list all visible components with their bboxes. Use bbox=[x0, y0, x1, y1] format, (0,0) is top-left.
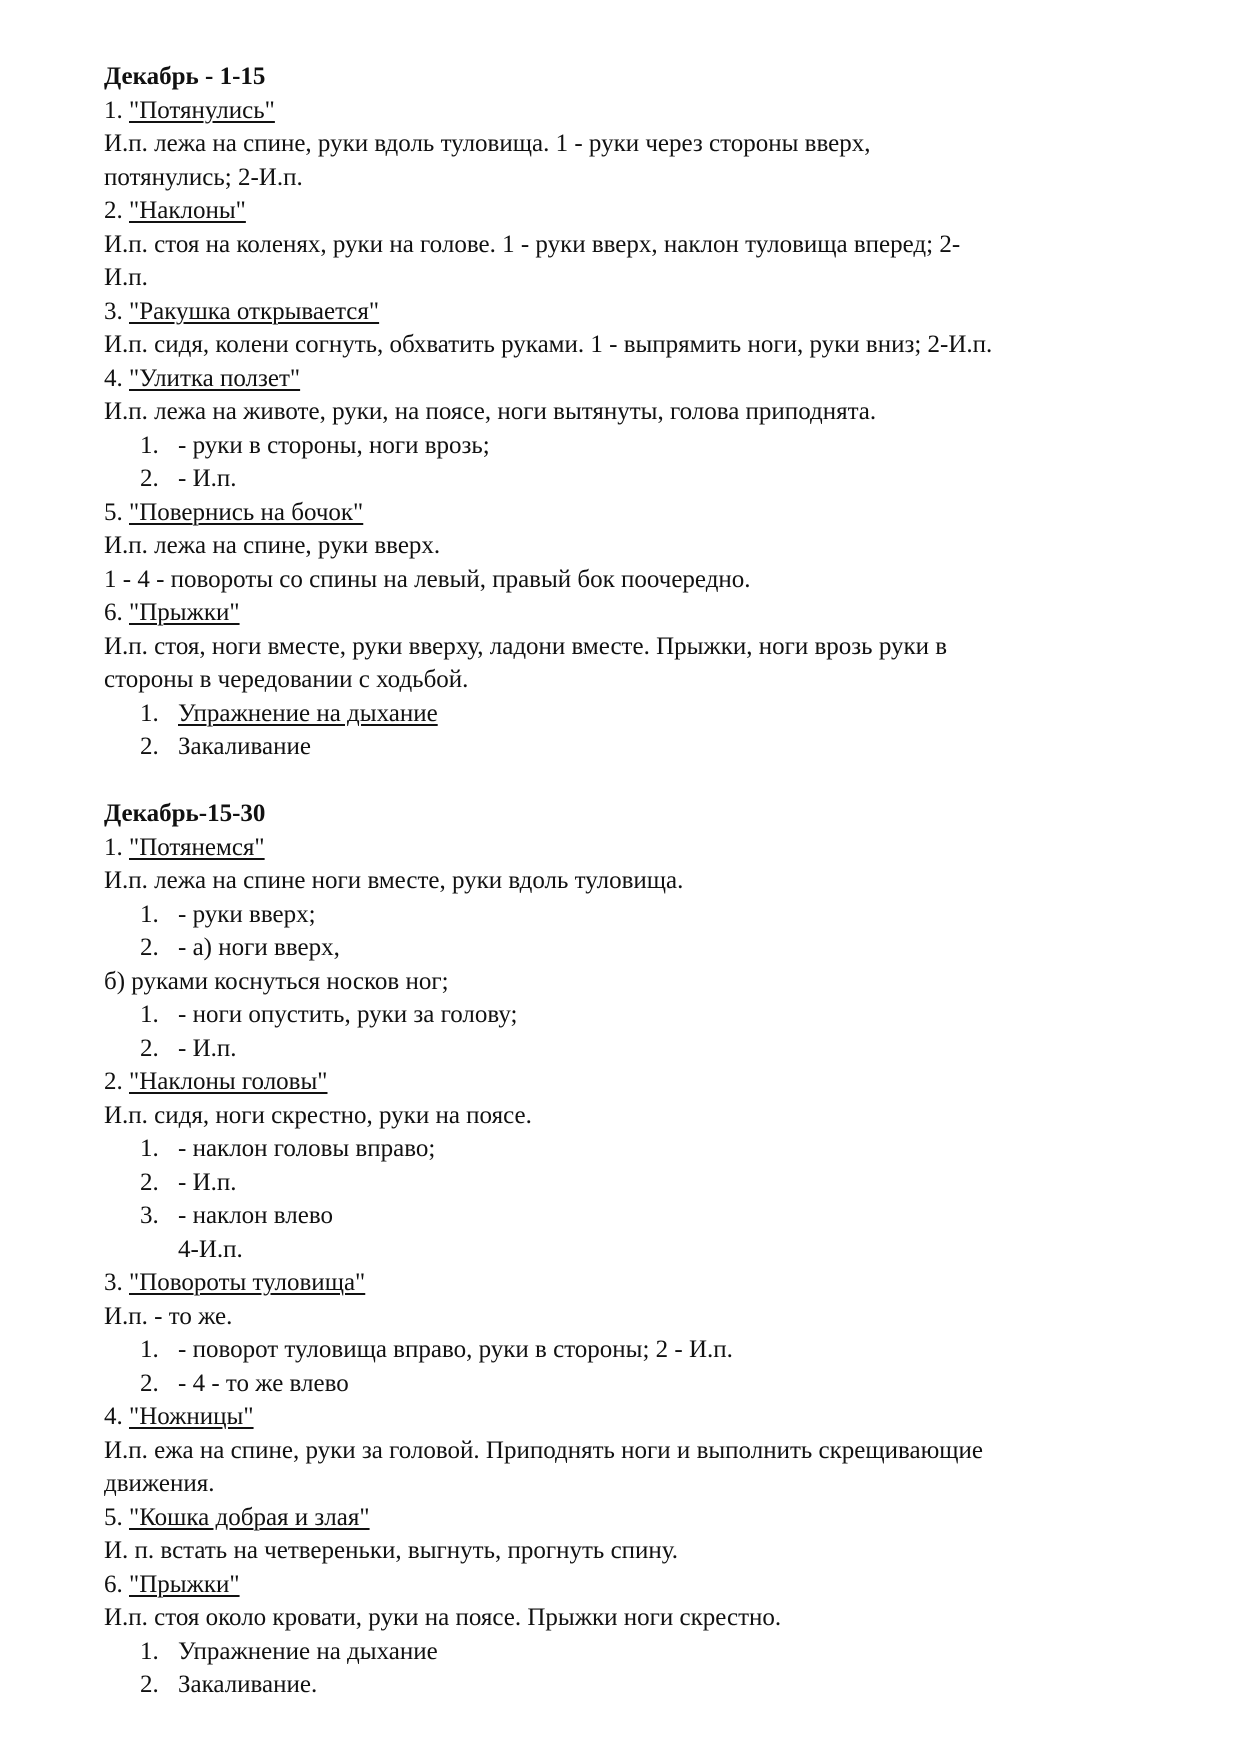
exercise-number: 1. bbox=[104, 96, 129, 124]
exercise-title-line bbox=[104, 831, 1184, 865]
list-item bbox=[104, 898, 1184, 932]
exercise-number: 4. bbox=[104, 364, 129, 392]
exercise-title: "Прыжки" bbox=[129, 599, 240, 626]
exercise-number: 3. bbox=[104, 1269, 129, 1296]
list-text: - И.п. bbox=[178, 1034, 237, 1062]
document-page bbox=[104, 60, 1184, 1702]
list-number: 2. bbox=[140, 1034, 159, 1062]
list-number: 1. bbox=[140, 1637, 159, 1665]
exercise-description: И.п. лежа на спине ноги вместе, руки вдоль туловища. bbox=[104, 867, 684, 894]
list-item bbox=[104, 1132, 1184, 1166]
exercise-title: "Повороты туловища" bbox=[129, 1269, 366, 1296]
list-text: Упражнение на дыхание bbox=[178, 1637, 438, 1665]
exercise-title: "Потянулись" bbox=[129, 96, 275, 124]
exercise-number: 5. bbox=[104, 498, 129, 526]
exercise-description: И.п. лежа на животе, руки, на поясе, ноги вытянуты, голова приподнята. bbox=[104, 398, 877, 425]
list-text: - руки в стороны, ноги врозь; bbox=[178, 431, 490, 459]
list-item bbox=[104, 1166, 1184, 1200]
exercise-number: 2. bbox=[104, 1068, 129, 1095]
list-text: - наклон головы вправо; bbox=[178, 1135, 436, 1162]
list-text: - ноги опустить, руки за голову; bbox=[178, 1001, 518, 1028]
exercise-number: 5. bbox=[104, 1503, 129, 1531]
exercise-title-line bbox=[104, 596, 1184, 630]
exercise-title-line bbox=[104, 362, 1184, 396]
list-number: 2. bbox=[140, 465, 159, 492]
list-number: 2. bbox=[140, 1671, 159, 1698]
exercise-description: И.п. лежа на спине, руки вдоль туловища. 1 - руки через стороны вверх, bbox=[104, 130, 871, 157]
exercise-title-line bbox=[104, 1266, 1184, 1300]
list-number: 2. bbox=[140, 934, 159, 961]
list-number: 2. bbox=[140, 1369, 159, 1397]
list-text: - И.п. bbox=[178, 465, 237, 492]
exercise-description: потянулись; 2-И.п. bbox=[104, 163, 303, 191]
exercise-description: И.п. ежа на спине, руки за головой. Приподнять ноги и выполнить скрещивающие bbox=[104, 1436, 983, 1464]
list-number: 1. bbox=[140, 1001, 159, 1028]
list-number: 2. bbox=[140, 733, 159, 760]
exercise-description: И.п. стоя на коленях, руки на голове. 1 - руки вверх, наклон туловища вперед; 2- bbox=[104, 230, 961, 258]
exercise-title-line bbox=[104, 496, 1184, 530]
list-item bbox=[104, 462, 1184, 496]
list-text: - наклон влево bbox=[178, 1202, 333, 1229]
exercise-title-line bbox=[104, 94, 1184, 128]
list-continuation: 4-И.п. bbox=[178, 1235, 243, 1263]
exercise-number: 6. bbox=[104, 599, 129, 626]
list-text: - поворот туловища вправо, руки в стороны; 2 - И.п. bbox=[178, 1336, 733, 1363]
exercise-description: стороны в чередовании с ходьбой. bbox=[104, 666, 469, 693]
exercise-description: И.п. сидя, колени согнуть, обхватить руками. 1 - выпрямить ноги, руки вниз; 2-И.п. bbox=[104, 331, 993, 358]
exercise-title: "Улитка ползет" bbox=[129, 364, 301, 392]
exercise-title: "Потянемся" bbox=[129, 833, 265, 861]
exercise-description: И.п. bbox=[104, 264, 148, 291]
list-item bbox=[104, 1367, 1184, 1401]
list-item bbox=[104, 429, 1184, 463]
list-text: - 4 - то же влево bbox=[178, 1369, 349, 1397]
exercise-title: "Наклоны" bbox=[129, 197, 246, 224]
exercise-title-line bbox=[104, 1501, 1184, 1535]
exercise-description: И.п. стоя около кровати, руки на поясе. Прыжки ноги скрестно. bbox=[104, 1604, 782, 1631]
list-text: Закаливание. bbox=[178, 1671, 318, 1698]
section-heading: Декабрь-15-30 bbox=[104, 800, 266, 827]
exercise-title-line bbox=[104, 295, 1184, 329]
exercise-title: "Прыжки" bbox=[129, 1570, 240, 1598]
exercise-title: "Ножницы" bbox=[129, 1403, 254, 1430]
exercise-description: И.п. - то же. bbox=[104, 1302, 233, 1330]
exercise-description: И.п. стоя, ноги вместе, руки вверху, ладони вместе. Прыжки, ноги врозь руки в bbox=[104, 632, 948, 660]
exercise-number: 1. bbox=[104, 833, 129, 861]
list-item bbox=[104, 998, 1184, 1032]
exercise-title-line bbox=[104, 194, 1184, 228]
section-heading: Декабрь - 1-15 bbox=[104, 63, 266, 90]
exercise-number: 2. bbox=[104, 197, 129, 224]
exercise-title-line bbox=[104, 1568, 1184, 1602]
exercise-number: 3. bbox=[104, 297, 129, 325]
exercise-title: "Кошка добрая и злая" bbox=[129, 1503, 370, 1531]
exercise-description: движения. bbox=[104, 1470, 215, 1497]
list-text: Упражнение на дыхание bbox=[178, 699, 438, 727]
exercise-description: И.п. лежа на спине, руки вверх. bbox=[104, 532, 441, 559]
exercise-description: И. п. встать на четвереньки, выгнуть, прогнуть спину. bbox=[104, 1537, 679, 1564]
list-item bbox=[104, 730, 1184, 764]
list-number: 1. bbox=[140, 1135, 159, 1162]
exercise-description: И.п. сидя, ноги скрестно, руки на поясе. bbox=[104, 1101, 532, 1129]
list-item bbox=[104, 1635, 1184, 1669]
exercise-number: 6. bbox=[104, 1570, 129, 1598]
exercise-number: 4. bbox=[104, 1403, 129, 1430]
list-text: - а) ноги вверх, bbox=[178, 934, 340, 961]
list-item bbox=[104, 697, 1184, 731]
list-number: 1. bbox=[140, 900, 159, 928]
list-item bbox=[104, 1668, 1184, 1702]
list-number: 3. bbox=[140, 1202, 159, 1229]
exercise-title-line bbox=[104, 1065, 1184, 1099]
list-number: 1. bbox=[140, 431, 159, 459]
list-item bbox=[104, 1333, 1184, 1367]
list-item bbox=[104, 1032, 1184, 1066]
list-text: Закаливание bbox=[178, 733, 311, 760]
list-item bbox=[104, 1199, 1184, 1233]
list-number: 1. bbox=[140, 1336, 159, 1363]
exercise-description: б) руками коснуться носков ног; bbox=[104, 967, 449, 995]
list-text: - И.п. bbox=[178, 1168, 237, 1196]
list-number: 2. bbox=[140, 1168, 159, 1196]
list-number: 1. bbox=[140, 699, 159, 727]
exercise-title: "Повернись на бочок" bbox=[129, 498, 364, 526]
exercise-title: "Ракушка открывается" bbox=[129, 297, 380, 325]
exercise-title: "Наклоны головы" bbox=[129, 1068, 328, 1095]
list-text: - руки вверх; bbox=[178, 900, 316, 928]
list-item bbox=[104, 931, 1184, 965]
exercise-title-line bbox=[104, 1400, 1184, 1434]
section-spacer bbox=[104, 764, 1184, 798]
exercise-description: 1 - 4 - повороты со спины на левый, правый бок поочередно. bbox=[104, 565, 751, 593]
